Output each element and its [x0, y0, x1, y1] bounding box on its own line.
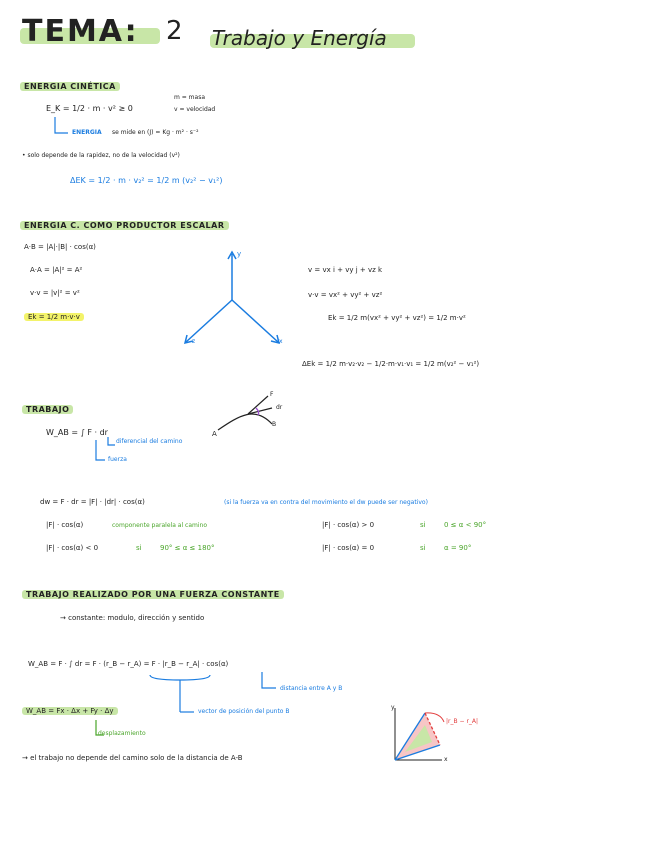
legend-masa: m = masa — [174, 94, 206, 101]
dot-product-line-2: A·A = |A|² = A² — [30, 266, 83, 274]
axis-z-label: z — [192, 338, 196, 345]
constant-work-formula: W_AB = F · ∫ dr = F · (r_B − r_A) = F · |r_B − r_A| · cos(α) — [28, 660, 229, 668]
energia-units: se mide en (J) = Kg · m² · s⁻² — [112, 129, 199, 136]
case-3: |F| · cos(α) < 0 — [46, 544, 99, 552]
velocity-components: v = vx i + vy j + vz k — [308, 266, 383, 274]
constant-brackets — [150, 672, 276, 712]
conclusion: → el trabajo no depende del camino solo de la distancia de A-B — [22, 754, 243, 762]
3d-axes — [185, 252, 279, 343]
distance-label: distancia entre A y B — [280, 685, 343, 692]
section-heading-trabajo: TRABAJO — [22, 405, 73, 414]
axis-y-label: y — [237, 250, 242, 258]
dot-product-line-3: v·v = |v|² = v² — [30, 289, 80, 297]
work-components-highlight: W_AB = Fx · Δx + Fy · Δy — [22, 707, 118, 715]
section-heading-fuerza-constante: TRABAJO REALIZADO POR UNA FUERZA CONSTANTE — [22, 590, 284, 599]
energia-label: ENERGIA — [72, 129, 102, 136]
constante-note: → constante: modulo, dirección y sentido — [60, 614, 205, 622]
tema-label: TEMA: — [22, 14, 139, 49]
velocity-squared: v·v = vx² + vy² + vz² — [308, 291, 383, 299]
diagram-x-label: x — [444, 756, 448, 763]
case-1-note: componente paralela al camino — [112, 522, 207, 529]
dot-product-line-1: A·B = |A|·|B| · cos(α) — [24, 243, 96, 251]
dw-note: (si la fuerza va en contra del movimiento el dw puede ser negativo) — [224, 499, 428, 506]
delta-ek-formula: ΔEK = 1/2 · m · v₂² = 1/2 m (v₂² − v₁²) — [70, 176, 223, 185]
path-curve — [218, 396, 272, 430]
case-2: |F| · cos(α) > 0 — [322, 521, 375, 529]
work-brackets — [96, 437, 115, 460]
section-heading-energia-cinetica: ENERGIA CINÉTICA — [20, 82, 120, 91]
dr-label: diferencial del camino — [116, 438, 183, 445]
section-heading-producto-escalar: ENERGIA C. COMO PRODUCTOR ESCALAR — [20, 221, 229, 230]
desplazamiento-label: desplazamiento — [98, 730, 146, 737]
desp-bracket — [96, 720, 104, 735]
diagram-y-label: y — [391, 704, 395, 711]
case-3-cond: 90° ≤ α ≤ 180° — [160, 544, 215, 552]
work-integral: W_AB = ∫ F · dr — [46, 428, 108, 437]
axis-x-label: x — [279, 338, 283, 345]
dr-vector-label: dr — [276, 404, 283, 411]
dw-formula: dw = F · dr = |F| · |dr| · cos(α) — [40, 498, 145, 506]
position-vector-label: vector de posición del punto B — [198, 708, 290, 715]
rapidez-note: • solo depende de la rapidez, no de la velocidad (v²) — [22, 152, 180, 159]
ek-formula: E_K = 1/2 · m · v² ≥ 0 — [46, 104, 133, 113]
point-b: B — [272, 421, 277, 428]
delta-ek-dot: ΔEk = 1/2 m·v₂·v₂ − 1/2·m·v₁·v₁ = 1/2 m(v₂² − v₁²) — [302, 360, 480, 368]
case-4-cond: α = 90° — [444, 544, 472, 552]
force-label: F — [270, 391, 274, 398]
fuerza-label: fuerza — [108, 456, 127, 463]
tema-number: 2 — [166, 16, 183, 46]
case-1: |F| · cos(α) — [46, 521, 84, 529]
case-2-si: si — [420, 521, 426, 529]
diagram-distance-label: |r_B − r_A| — [446, 718, 479, 725]
point-a: A — [212, 430, 217, 438]
case-4-si: si — [420, 544, 426, 552]
energia-arrow — [55, 117, 68, 133]
legend-velocidad: v = velocidad — [174, 106, 216, 113]
case-4: |F| · cos(α) = 0 — [322, 544, 375, 552]
ek-components: Ek = 1/2 m(vx² + vy² + vz²) = 1/2 m·v² — [328, 314, 466, 322]
ek-highlight-formula: Ek = 1/2 m·v·v — [24, 313, 84, 321]
vector-diagram — [395, 708, 444, 760]
case-3-si: si — [136, 544, 142, 552]
case-2-cond: 0 ≤ α < 90° — [444, 521, 487, 529]
page-title: Trabajo y Energía — [212, 26, 387, 50]
